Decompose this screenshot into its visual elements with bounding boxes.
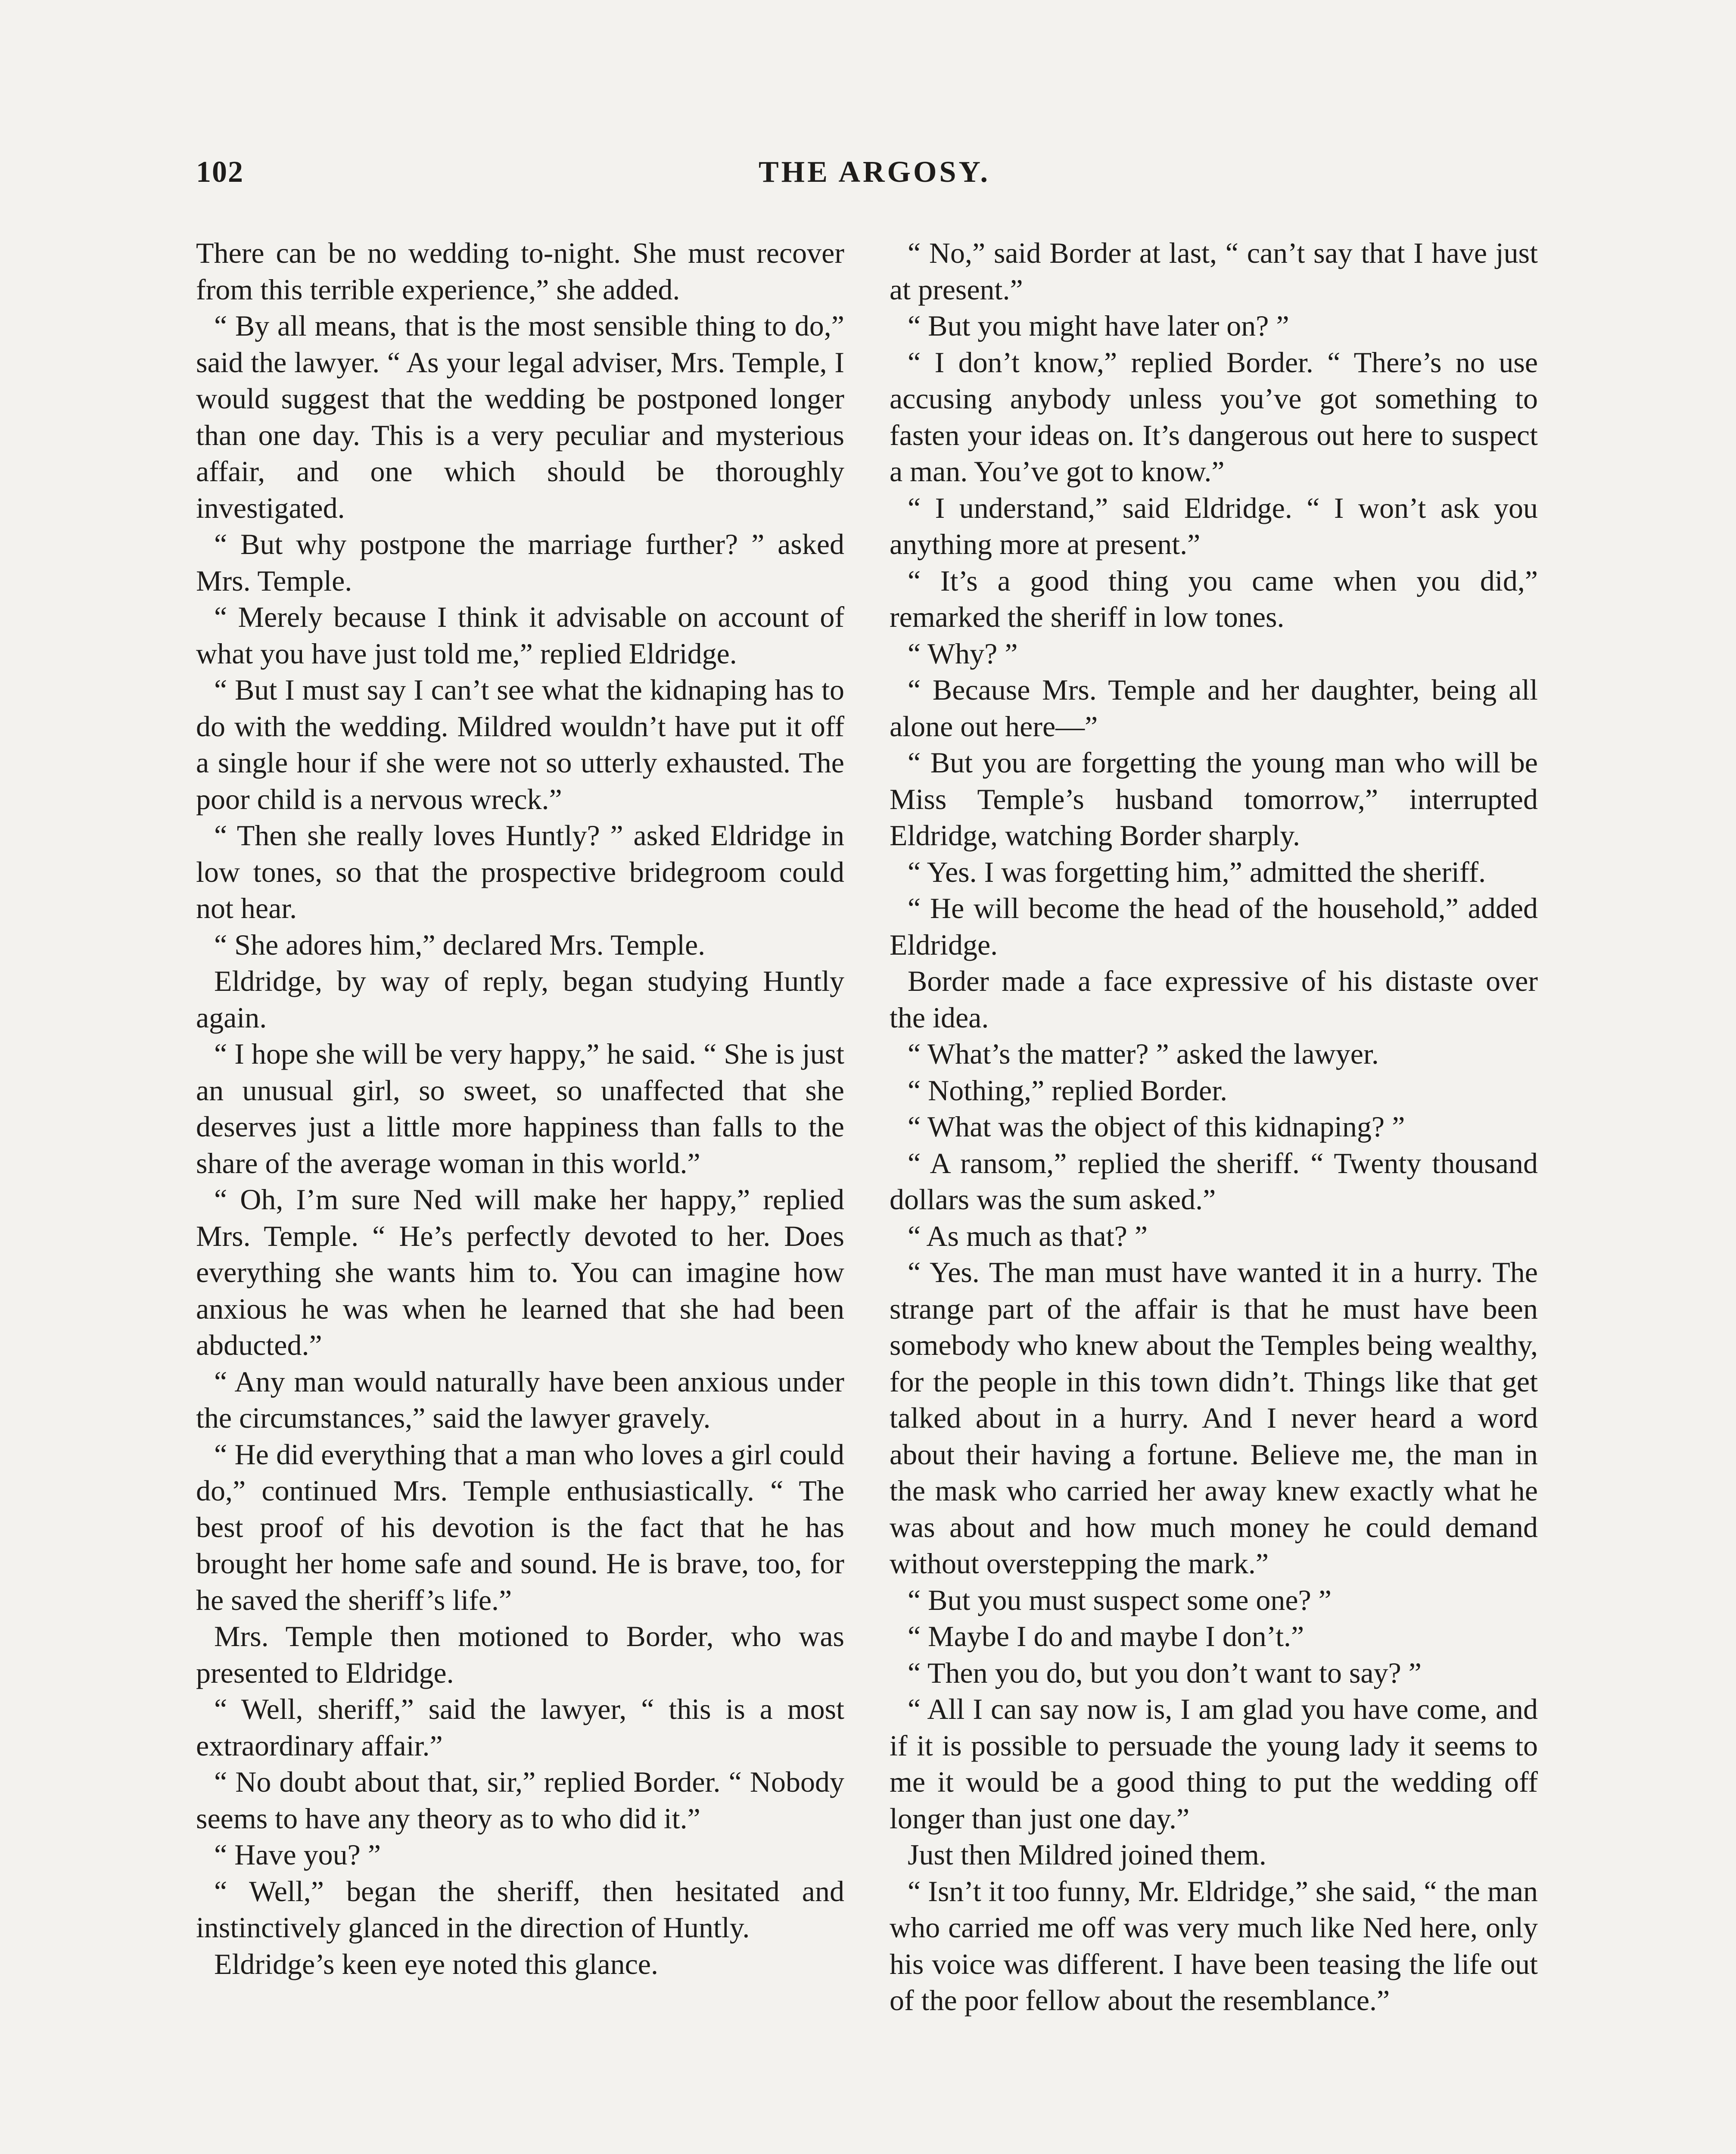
right-column bbox=[890, 235, 1538, 2019]
paragraph: “ Yes. The man must have wanted it in a hurry. The strange part of the affair is that he must have been somebody who knew about the Temples being wealthy, for the people in this town didn’t. Things like that get talked about in a hurry. And I never heard a word about their having a fortune. Believe me, the man in the mask who carried her away knew exactly what he was about and how much money he could demand without overstepping the mark.” bbox=[890, 1256, 1538, 1580]
paragraph: “ Maybe I do and maybe I don’t.” bbox=[908, 1620, 1304, 1653]
paragraph: “ Why? ” bbox=[908, 637, 1018, 670]
paragraph: “ Well,” began the sheriff, then hesitated and instinctively glanced in the direction of Huntly. bbox=[196, 1874, 844, 1944]
paragraph: “ He will become the head of the household,” added Eldridge. bbox=[890, 892, 1538, 961]
paragraph: “ Yes. I was forgetting him,” admitted the sheriff. bbox=[908, 855, 1486, 888]
paragraph: “ Have you? ” bbox=[214, 1838, 381, 1871]
paragraph: There can be no wedding to-night. She must recover from this terrible experience,” she added. bbox=[196, 237, 844, 306]
paragraph: “ But you might have later on? ” bbox=[908, 309, 1289, 342]
paragraph: “ I hope she will be very happy,” he said. “ She is just an unusual girl, so sweet, so unaffected that she deserves just a little more happiness than falls to the share of the average woman in this world.” bbox=[196, 1037, 844, 1180]
paragraph: Eldridge, by way of reply, began studying Huntly again. bbox=[196, 965, 844, 1034]
paragraph: “ But you must suspect some one? ” bbox=[908, 1583, 1332, 1616]
paragraph: “ By all means, that is the most sensible thing to do,” said the lawyer. “ As your legal adviser, Mrs. Temple, I would suggest that the wedding be postponed longer than one day. This is a very peculiar and mysterious affair, and one which should be thoroughly investigated. bbox=[196, 309, 844, 524]
paragraph: “ Then she really loves Huntly? ” asked Eldridge in low tones, so that the prospective bridegroom could not hear. bbox=[196, 819, 844, 924]
paragraph: “ All I can say now is, I am glad you have come, and if it is possible to persuade the young lady it seems to me it would be a good thing to put the wedding off longer than just one day.” bbox=[890, 1693, 1538, 1835]
running-title: THE ARGOSY. bbox=[758, 156, 991, 189]
paragraph: “ Nothing,” replied Border. bbox=[908, 1074, 1228, 1107]
paragraph: “ No doubt about that, sir,” replied Border. “ Nobody seems to have any theory as to who did it.” bbox=[196, 1765, 844, 1835]
paragraph: “ Oh, I’m sure Ned will make her happy,” replied Mrs. Temple. “ He’s perfectly devoted to her. Does everything she wants him to. You can imagine how anxious he was when he learned that she had been abducted.” bbox=[196, 1183, 844, 1361]
paragraph: Just then Mildred joined them. bbox=[908, 1838, 1266, 1871]
paragraph: “ A ransom,” replied the sheriff. “ Twenty thousand dollars was the sum asked.” bbox=[890, 1146, 1538, 1216]
paragraph: “ But why postpone the marriage further? ” asked Mrs. Temple. bbox=[196, 528, 844, 597]
paragraph: Mrs. Temple then motioned to Border, who was presented to Eldridge. bbox=[196, 1620, 844, 1689]
paragraph: “ I understand,” said Eldridge. “ I won’t ask you anything more at present.” bbox=[890, 491, 1538, 560]
paragraph: “ Because Mrs. Temple and her daughter, being all alone out here—” bbox=[890, 673, 1538, 743]
paragraph: “ He did everything that a man who loves a girl could do,” continued Mrs. Temple enthusiastically. “ The best proof of his devotion is the fact that he has brought her home safe and sound. He is brave, too, for he saved the sheriff’s life.” bbox=[196, 1438, 844, 1616]
paragraph: “ What was the object of this kidnaping? ” bbox=[908, 1110, 1405, 1143]
paragraph: “ But you are forgetting the young man who will be Miss Temple’s husband tomorrow,” interrupted Eldridge, watching Border sharply. bbox=[890, 746, 1538, 852]
paragraph: “ Well, sheriff,” said the lawyer, “ this is a most extraordinary affair.” bbox=[196, 1693, 844, 1762]
paragraph: “ I don’t know,” replied Border. “ There’s no use accusing anybody unless you’ve got something to fasten your ideas on. It’s dangerous out here to suspect a man. You’ve got to know.” bbox=[890, 346, 1538, 488]
left-column bbox=[196, 235, 844, 1982]
paragraph: “ But I must say I can’t see what the kidnaping has to do with the wedding. Mildred wouldn’t have put it off a single hour if she were not so utterly exhausted. The poor child is a nervous wreck.” bbox=[196, 673, 844, 816]
paragraph: Border made a face expressive of his distaste over the idea. bbox=[890, 965, 1538, 1034]
paragraph: “ Then you do, but you don’t want to say? ” bbox=[908, 1656, 1422, 1689]
paragraph: “ Merely because I think it advisable on account of what you have just told me,” replied Eldridge. bbox=[196, 601, 844, 670]
paragraph: “ No,” said Border at last, “ can’t say that I have just at present.” bbox=[890, 237, 1538, 306]
paragraph: “ As much as that? ” bbox=[908, 1219, 1148, 1252]
paragraph: “ Any man would naturally have been anxious under the circumstances,” said the lawyer gravely. bbox=[196, 1365, 844, 1434]
page-header bbox=[196, 155, 1553, 202]
paragraph: “ What’s the matter? ” asked the lawyer. bbox=[908, 1037, 1379, 1070]
paragraph: Eldridge’s keen eye noted this glance. bbox=[214, 1947, 658, 1980]
paragraph: “ Isn’t it too funny, Mr. Eldridge,” she said, “ the man who carried me off was very much like Ned here, only his voice was different. I have been teasing the life out of the poor fellow about the resemblance.” bbox=[890, 1874, 1538, 2017]
page-number: 102 bbox=[196, 156, 244, 189]
paragraph: “ It’s a good thing you came when you did,” remarked the sheriff in low tones. bbox=[890, 564, 1538, 633]
paragraph: “ She adores him,” declared Mrs. Temple. bbox=[214, 928, 706, 961]
